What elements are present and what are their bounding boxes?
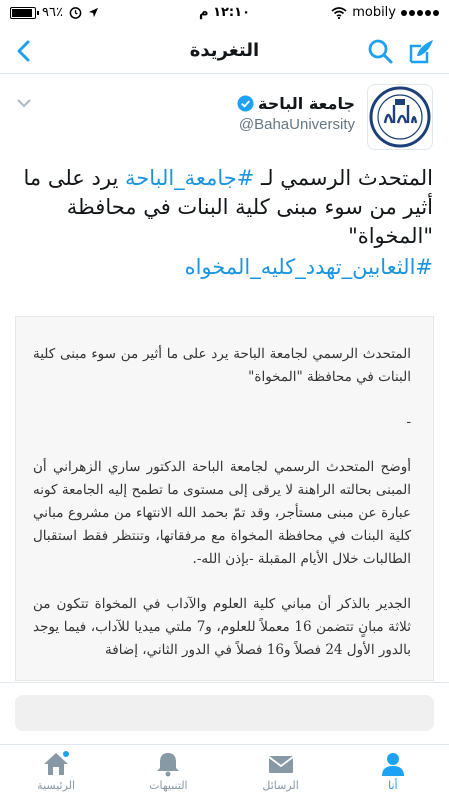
verified-badge-icon [237, 95, 254, 112]
author-name-text: جامعة الباحة [257, 94, 355, 113]
status-right [331, 5, 439, 20]
author-display-name [237, 94, 355, 113]
media-text [33, 343, 411, 681]
reply-input[interactable] [15, 695, 434, 731]
tweet-hashtag-link[interactable]: #جامعة_الباحة [124, 166, 255, 190]
media-paragraph: أوضح المتحدث الرسمي لجامعة الباحة الدكتور ساري الزهراني أن المبنى بحالته الراهنة لا يرقى إلى مستوى ما تطمح إليه الجامعة كونه عبارة عن مبنى مستأجر، وقد تمّ بحمد الله الانتهاء من مشروع مباني كلية البنات في محافظة المخواة مع مرفقاتها، وتنتظر فقط استقبال الطالبات خلال الأيام المقبلة -بإذن الله-. [33, 459, 411, 567]
tab-home[interactable] [0, 745, 112, 800]
author-handle: @BahaUniversity [238, 116, 355, 133]
carrier-name: mobily [352, 5, 396, 20]
media-paragraph: المتحدث الرسمي لجامعة الباحة يرد على ما أثير من سوء مبنى كلية البنات في محافظة "المخواة" [33, 346, 411, 385]
tab-notifications[interactable] [112, 745, 224, 800]
bell-icon [154, 751, 182, 777]
wifi-icon [331, 7, 347, 19]
tab-me[interactable] [337, 745, 449, 800]
tweet-hashtag-link[interactable]: #الثعابين_تهدد_كليه_المخواه [184, 255, 433, 279]
chevron-down-icon[interactable] [15, 94, 33, 112]
reply-bar [0, 682, 449, 744]
battery-percent: ٩٦٪ [42, 5, 63, 20]
search-icon[interactable] [365, 36, 395, 66]
tweet-text [13, 164, 433, 282]
page-title: التغريدة [189, 40, 260, 61]
nav-bar [0, 28, 449, 74]
compose-tweet-icon[interactable] [407, 36, 437, 66]
avatar[interactable] [367, 84, 433, 150]
tab-label: الرسائل [262, 779, 299, 792]
signal-strength-icon [401, 10, 439, 16]
tweet-author[interactable] [13, 84, 433, 154]
status-bar [0, 0, 449, 28]
tab-messages[interactable] [225, 745, 337, 800]
tweet-text-part2: يرد على ما أثير من سوء مبنى كلية البنات في محافظة "المخواة" [23, 166, 433, 248]
tab-label: أنا [388, 779, 398, 792]
tweet-text-part1: المتحدث الرسمي لـ [254, 166, 433, 190]
tweet-media-image[interactable] [15, 316, 434, 681]
envelope-icon [267, 751, 295, 777]
author-names [237, 94, 355, 133]
status-time: ١٢:١٠ م [199, 5, 250, 20]
tab-label: التنبيهات [149, 779, 188, 792]
new-content-dot [62, 750, 70, 758]
tab-label: الرئيسية [37, 779, 76, 792]
person-icon [379, 751, 407, 777]
media-paragraph: الجدير بالذكر أن مباني كلية العلوم والآداب في المخواة تتكون من ثلاثة مبانٍ تتضمن 16 معملاً للعلوم، و7 ملتي ميديا للآداب، فيما يوجد بالدور الأول 24 فصلاً و16 فصلاً في الدور الثاني، إضافة [33, 596, 411, 658]
university-logo-icon [368, 85, 432, 149]
tab-bar [0, 744, 449, 800]
media-paragraph: - [406, 414, 411, 430]
